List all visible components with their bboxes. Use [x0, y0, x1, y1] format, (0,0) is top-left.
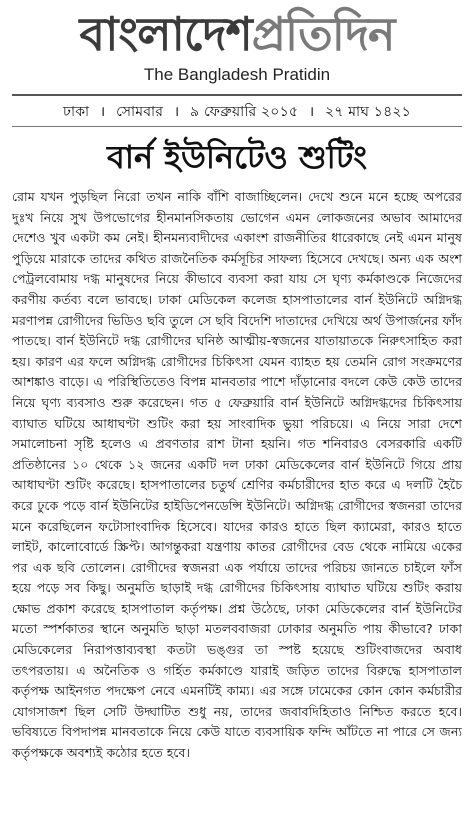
dateline-bangla-date: ২৭ মাঘ ১৪২১: [325, 104, 411, 120]
dateline-separator: ।: [173, 104, 180, 120]
article-body: রোম যখন পুড়ছিল নিরো তখন নাকি বাঁশি বাজাচ্ছিলেন। দেখে শুনে মনে হচ্ছে অপরের দুঃখ নিয়ে সুখ উপভোগের হীনমানসিকতায় ভোগেন এমন লোকজনের অভাব আমাদের দেশেও খুব একটা কম নেই। হীনমন্যবাদীদের একাংশ রাজনীতির ধারেকাছে নেই এমন মানুষ পুড়িয়ে মারাকে তাদের কথিত রাজনৈতিক কর্মসূচির সাফল্য হিসেবে দেখছে। অন্য এক অংশ পেট্রলবোমায় দগ্ধ মানুষদের নিয়ে কীভাবে ব্যবসা করা যায় সে ঘৃণ্য কর্মকাণ্ডকে নিজেদের করণীয় কর্তব্য বলে ভাবছে। ঢাকা মেডিকেল কলেজ হাসপাতালের বার্ন ইউনিটে অগ্নিদগ্ধ মরণাপন্ন রোগীদের ভিডিও ছবি তুলে সে ছবি বিদেশি দাতাদের দেখিয়ে অর্থ উপার্জনের ফাঁদ পাতছে। বার্ন ইউনিটে দগ্ধ রোগীদের ঘনিষ্ঠ আত্মীয়-স্বজনের যাতায়াতকে নিরুৎসাহিত করা হয়। কারণ এর ফলে অগ্নিদগ্ধ রোগীদের চিকিৎসা যেমন ব্যাহত হয় তেমনি রোগ সংক্রমণের আশঙ্কাও বাড়ে। এ পরিস্থিতিতেও বিপন্ন মানবতার পাশে দাঁড়ানোর বদলে কেউ কেউ তাদের নিয়ে ঘৃণ্য ব্যবসাও শুরু করেছেন। গত ৫ ফেব্রুয়ারি বার্ন ইউনিটে অগ্নিদগ্ধদের চিকিৎসায় ব্যাঘাত ঘটিয়ে আধাঘণ্টা শুটিং করা হয় সাংবাদিক ভুয়া পরিচয়ে। এ নিয়ে সারা দেশে সমালোচনা সৃষ্টি হলেও এ প্রবণতার রাশ টানা হয়নি। গত শনিবারও বেসরকারি একটি প্রতিষ্ঠানের ১০ থেকে ১২ জনের একটি দল ঢাকা মেডিকেলের বার্ন ইউনিটে গিয়ে প্রায় আধাঘণ্টা শুটিং করেছে। হাসপাতালের চতুর্থ শ্রেণির কর্মচারীদের হাত করে এ দলটি হৈচৈ করে ঢুকে পড়ে বার্ন ইউনিটের হাইডিপেনডেন্সি ইউনিটে। অগ্নিদগ্ধ রোগীদের স্বজনরা তাদের মনে করেছিলেন ফটোসাংবাদিক হিসেবে। যাদের কারও হাতে ছিল ক্যামেরা, কারও হাতে লাইট, কালোবোর্ডে স্ক্রিপ্ট। আগন্তুকরা যন্ত্রণায় কাতর রোগীদের বেড থেকে নামিয়ে একের পর এক ছবি তোলেন। রোগীদের স্বজনরা এক পর্যায়ে তাদের পরিচয় জানতে চাইলে ফাঁস হয়ে পড়ে সব কিছু। অনুমতি ছাড়াই দগ্ধ রোগীদের চিকিৎসায় ব্যাঘাত ঘটিয়ে শুটিং করায় ক্ষোভ প্রকাশ করেছে হাসপাতাল কর্তৃপক্ষ। প্রশ্ন উঠেছে, ঢাকা মেডিকেলের বার্ন ইউনিটের মতো স্পর্শকাতর স্থানে অনুমতি ছাড়া মতলববাজরা ঢোকার অনুমতি পায় কীভাবে? ঢাকা মেডিকেলের নিরাপত্তাব্যবস্থা কতটা ভঙ্গুর তা স্পষ্ট হয়েছে শুটিংবাজদের অবাধ তৎপরতায়। এ অনৈতিক ও গর্হিত কর্মকাণ্ডে যারাই জড়িত তাদের বিরুদ্ধে হাসপাতাল কর্তৃপক্ষ আইনগত পদক্ষেপ নেবে এমনটিই কাম্য। এর সঙ্গে ঢামেকের কোন কোন কর্মচারীর যোগসাজশ ছিল সেটি উদ্ঘাটিত শুধু নয়, তাদের জবাবদিহিতাও নিশ্চিত করতে হবে। ভবিষ্যতে বিপদাপন্ন মানবতাকে নিয়ে কেউ যাতে ব্যবসায়িক ফন্দি আঁটতে না পারে সে জন্য কর্তৃপক্ষকে অবশ্যই কঠোর হতে হবে।: [12, 189, 462, 761]
logo-part-2: প্রতিদিন: [251, 7, 395, 61]
dateline-city: ঢাকা: [63, 104, 90, 120]
dateline-separator: ।: [308, 104, 315, 120]
masthead: [12, 0, 462, 86]
logo-part-1: বাংলাদেশ: [79, 7, 252, 61]
dateline-divider: [12, 126, 462, 127]
newspaper-english-name: The Bangladesh Pratidin: [143, 65, 331, 84]
dateline-weekday: সোমবার: [116, 104, 164, 120]
article-headline: বার্ন ইউনিটেও শুটিং: [106, 138, 368, 176]
dateline: [12, 96, 462, 126]
newspaper-logo: [12, 6, 462, 62]
dateline-separator: ।: [99, 104, 106, 120]
dateline-date: ৯ ফেব্রুয়ারি ২০১৫: [190, 104, 299, 120]
